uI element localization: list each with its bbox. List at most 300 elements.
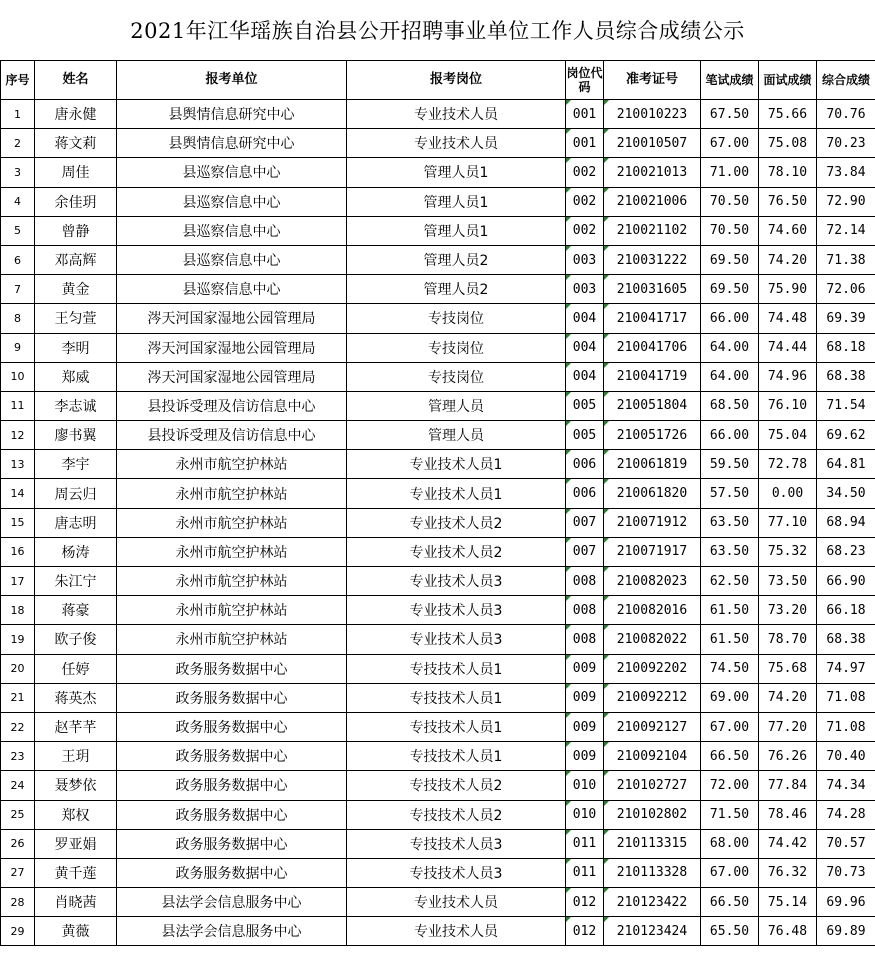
cell-code: 002 [566,158,604,187]
cell-code: 002 [566,216,604,245]
cell-written: 57.50 [701,479,759,508]
cell-code: 003 [566,245,604,274]
cell-name: 郑威 [35,362,117,391]
cell-written: 74.50 [701,654,759,683]
cell-written: 71.50 [701,800,759,829]
cell-code: 004 [566,362,604,391]
table-row [1,245,875,274]
cell-written: 67.00 [701,129,759,158]
cell-total: 68.94 [817,508,875,537]
cell-total: 70.76 [817,100,875,129]
cell-interview: 74.20 [759,245,817,274]
cell-unit: 永州市航空护林站 [117,625,347,654]
cell-unit: 涔天河国家湿地公园管理局 [117,333,347,362]
cell-ticket: 210031605 [604,275,701,304]
table-row [1,216,875,245]
cell-name: 邓高辉 [35,245,117,274]
cell-name: 王玥 [35,742,117,771]
cell-written: 64.00 [701,333,759,362]
cell-interview: 75.68 [759,654,817,683]
cell-written: 69.50 [701,245,759,274]
cell-idx: 9 [1,333,35,362]
cell-ticket: 210021013 [604,158,701,187]
cell-name: 唐志明 [35,508,117,537]
cell-post: 专技技术人员2 [347,771,566,800]
table-row [1,742,875,771]
cell-ticket: 210092104 [604,742,701,771]
cell-code: 006 [566,450,604,479]
header-code: 岗位代码 [566,61,604,100]
cell-code: 002 [566,187,604,216]
cell-written: 63.50 [701,537,759,566]
table-row [1,100,875,129]
cell-unit: 政务服务数据中心 [117,683,347,712]
cell-code: 005 [566,421,604,450]
cell-unit: 永州市航空护林站 [117,508,347,537]
table-row [1,800,875,829]
cell-unit: 县投诉受理及信访信息中心 [117,421,347,450]
cell-unit: 政务服务数据中心 [117,742,347,771]
cell-interview: 72.78 [759,450,817,479]
table-row [1,129,875,158]
cell-code: 009 [566,683,604,712]
cell-post: 管理人员 [347,421,566,450]
cell-name: 蒋英杰 [35,683,117,712]
cell-code: 001 [566,100,604,129]
cell-name: 黄薇 [35,917,117,946]
results-table [0,60,875,946]
cell-interview: 75.90 [759,275,817,304]
cell-name: 蒋豪 [35,596,117,625]
cell-code: 009 [566,742,604,771]
cell-total: 71.38 [817,245,875,274]
cell-interview: 75.66 [759,100,817,129]
cell-unit: 永州市航空护林站 [117,537,347,566]
cell-ticket: 210010507 [604,129,701,158]
cell-post: 专技岗位 [347,362,566,391]
cell-post: 专技技术人员1 [347,742,566,771]
cell-idx: 14 [1,479,35,508]
cell-name: 曾静 [35,216,117,245]
table-row [1,888,875,917]
cell-unit: 永州市航空护林站 [117,596,347,625]
table-row [1,508,875,537]
cell-post: 管理人员1 [347,187,566,216]
cell-ticket: 210041706 [604,333,701,362]
header-total: 综合成绩 [817,61,875,100]
cell-name: 欧子俊 [35,625,117,654]
cell-idx: 21 [1,683,35,712]
cell-total: 70.57 [817,829,875,858]
cell-idx: 17 [1,567,35,596]
cell-idx: 15 [1,508,35,537]
cell-post: 专技岗位 [347,333,566,362]
cell-name: 蒋文莉 [35,129,117,158]
table-row [1,712,875,741]
table-row [1,829,875,858]
cell-name: 余佳玥 [35,187,117,216]
cell-ticket: 210071917 [604,537,701,566]
cell-interview: 77.20 [759,712,817,741]
cell-written: 69.50 [701,275,759,304]
table-row [1,654,875,683]
cell-written: 65.50 [701,917,759,946]
cell-code: 005 [566,391,604,420]
cell-name: 赵芊芊 [35,712,117,741]
cell-post: 专业技术人员 [347,888,566,917]
cell-written: 63.50 [701,508,759,537]
cell-code: 012 [566,917,604,946]
cell-code: 008 [566,596,604,625]
cell-ticket: 210113328 [604,858,701,887]
cell-idx: 4 [1,187,35,216]
cell-ticket: 210021102 [604,216,701,245]
cell-ticket: 210041717 [604,304,701,333]
cell-code: 009 [566,654,604,683]
cell-total: 72.90 [817,187,875,216]
cell-idx: 20 [1,654,35,683]
table-row [1,391,875,420]
cell-post: 专业技术人员3 [347,625,566,654]
table-row [1,567,875,596]
cell-code: 008 [566,567,604,596]
cell-code: 004 [566,304,604,333]
cell-ticket: 210031222 [604,245,701,274]
cell-total: 66.18 [817,596,875,625]
cell-idx: 27 [1,858,35,887]
cell-unit: 县巡察信息中心 [117,275,347,304]
cell-unit: 永州市航空护林站 [117,450,347,479]
cell-total: 69.89 [817,917,875,946]
cell-idx: 2 [1,129,35,158]
cell-post: 专技技术人员1 [347,654,566,683]
cell-interview: 78.46 [759,800,817,829]
cell-written: 67.00 [701,712,759,741]
table-row [1,187,875,216]
cell-interview: 77.10 [759,508,817,537]
cell-code: 009 [566,712,604,741]
cell-written: 67.00 [701,858,759,887]
cell-ticket: 210061820 [604,479,701,508]
cell-idx: 5 [1,216,35,245]
cell-idx: 23 [1,742,35,771]
cell-interview: 74.60 [759,216,817,245]
table-row [1,362,875,391]
table-row [1,596,875,625]
cell-interview: 75.14 [759,888,817,917]
cell-unit: 政务服务数据中心 [117,771,347,800]
cell-written: 61.50 [701,596,759,625]
cell-post: 专业技术人员1 [347,479,566,508]
cell-interview: 78.70 [759,625,817,654]
cell-total: 74.34 [817,771,875,800]
cell-post: 专业技术人员 [347,100,566,129]
cell-idx: 22 [1,712,35,741]
cell-total: 70.40 [817,742,875,771]
cell-idx: 12 [1,421,35,450]
cell-written: 69.00 [701,683,759,712]
cell-interview: 73.50 [759,567,817,596]
cell-total: 70.23 [817,129,875,158]
cell-idx: 16 [1,537,35,566]
cell-interview: 78.10 [759,158,817,187]
cell-name: 李志诚 [35,391,117,420]
table-row [1,917,875,946]
cell-interview: 0.00 [759,479,817,508]
cell-interview: 75.04 [759,421,817,450]
cell-written: 66.50 [701,888,759,917]
cell-ticket: 210082022 [604,625,701,654]
cell-code: 007 [566,508,604,537]
cell-code: 010 [566,800,604,829]
header-name: 姓名 [35,61,117,100]
cell-code: 011 [566,858,604,887]
cell-interview: 76.26 [759,742,817,771]
cell-ticket: 210102727 [604,771,701,800]
cell-written: 64.00 [701,362,759,391]
cell-total: 71.08 [817,712,875,741]
cell-unit: 县舆情信息研究中心 [117,100,347,129]
cell-idx: 7 [1,275,35,304]
cell-idx: 8 [1,304,35,333]
cell-name: 王匀萱 [35,304,117,333]
page-title: 2021年江华瑶族自治县公开招聘事业单位工作人员综合成绩公示 [130,19,745,43]
cell-unit: 县巡察信息中心 [117,216,347,245]
cell-written: 68.00 [701,829,759,858]
table-row [1,333,875,362]
cell-interview: 73.20 [759,596,817,625]
cell-name: 聂梦依 [35,771,117,800]
cell-idx: 11 [1,391,35,420]
cell-ticket: 210092202 [604,654,701,683]
cell-written: 66.00 [701,421,759,450]
cell-name: 任婷 [35,654,117,683]
cell-name: 杨涛 [35,537,117,566]
cell-code: 006 [566,479,604,508]
cell-post: 管理人员 [347,391,566,420]
table-row [1,537,875,566]
cell-written: 66.00 [701,304,759,333]
cell-total: 72.06 [817,275,875,304]
cell-code: 012 [566,888,604,917]
cell-code: 004 [566,333,604,362]
cell-idx: 28 [1,888,35,917]
cell-total: 71.08 [817,683,875,712]
cell-total: 74.97 [817,654,875,683]
cell-code: 008 [566,625,604,654]
cell-name: 李宇 [35,450,117,479]
cell-interview: 75.32 [759,537,817,566]
cell-unit: 政务服务数据中心 [117,800,347,829]
cell-ticket: 210082023 [604,567,701,596]
cell-written: 72.00 [701,771,759,800]
cell-name: 朱江宁 [35,567,117,596]
cell-unit: 永州市航空护林站 [117,567,347,596]
cell-interview: 74.42 [759,829,817,858]
cell-post: 专业技术人员3 [347,567,566,596]
cell-name: 黄千莲 [35,858,117,887]
cell-idx: 19 [1,625,35,654]
cell-unit: 政务服务数据中心 [117,858,347,887]
cell-written: 59.50 [701,450,759,479]
cell-idx: 3 [1,158,35,187]
cell-written: 70.50 [701,216,759,245]
cell-ticket: 210113315 [604,829,701,858]
cell-code: 011 [566,829,604,858]
cell-ticket: 210021006 [604,187,701,216]
header-unit: 报考单位 [117,61,347,100]
header-ticket: 准考证号 [604,61,701,100]
table-row [1,479,875,508]
table-row [1,158,875,187]
cell-name: 李明 [35,333,117,362]
cell-post: 管理人员1 [347,158,566,187]
cell-code: 001 [566,129,604,158]
table-row [1,304,875,333]
table-header-row [1,61,875,100]
cell-total: 69.39 [817,304,875,333]
cell-written: 71.00 [701,158,759,187]
table-row [1,275,875,304]
table-row [1,858,875,887]
cell-total: 73.84 [817,158,875,187]
cell-ticket: 210061819 [604,450,701,479]
cell-total: 74.28 [817,800,875,829]
cell-idx: 13 [1,450,35,479]
cell-ticket: 210092127 [604,712,701,741]
header-interview: 面试成绩 [759,61,817,100]
cell-ticket: 210123424 [604,917,701,946]
cell-code: 007 [566,537,604,566]
cell-written: 70.50 [701,187,759,216]
cell-total: 34.50 [817,479,875,508]
cell-post: 专业技术人员2 [347,537,566,566]
cell-name: 唐永健 [35,100,117,129]
cell-interview: 76.32 [759,858,817,887]
cell-total: 71.54 [817,391,875,420]
cell-unit: 县法学会信息服务中心 [117,917,347,946]
cell-total: 70.73 [817,858,875,887]
table-row [1,450,875,479]
table-row [1,771,875,800]
cell-unit: 县舆情信息研究中心 [117,129,347,158]
cell-post: 专技岗位 [347,304,566,333]
cell-post: 管理人员2 [347,275,566,304]
cell-unit: 县法学会信息服务中心 [117,888,347,917]
cell-idx: 24 [1,771,35,800]
header-idx: 序号 [1,61,35,100]
cell-total: 72.14 [817,216,875,245]
cell-unit: 县巡察信息中心 [117,187,347,216]
cell-ticket: 210092212 [604,683,701,712]
cell-total: 66.90 [817,567,875,596]
cell-unit: 涔天河国家湿地公园管理局 [117,304,347,333]
cell-interview: 77.84 [759,771,817,800]
cell-total: 68.23 [817,537,875,566]
cell-ticket: 210051804 [604,391,701,420]
cell-unit: 县投诉受理及信访信息中心 [117,391,347,420]
table-row [1,421,875,450]
cell-interview: 74.20 [759,683,817,712]
table-row [1,683,875,712]
cell-interview: 74.96 [759,362,817,391]
cell-written: 68.50 [701,391,759,420]
cell-code: 010 [566,771,604,800]
cell-name: 黄金 [35,275,117,304]
cell-name: 廖书翼 [35,421,117,450]
cell-ticket: 210102802 [604,800,701,829]
cell-idx: 18 [1,596,35,625]
cell-total: 64.81 [817,450,875,479]
cell-interview: 75.08 [759,129,817,158]
cell-name: 罗亚娟 [35,829,117,858]
cell-post: 管理人员2 [347,245,566,274]
cell-written: 62.50 [701,567,759,596]
cell-idx: 1 [1,100,35,129]
cell-idx: 25 [1,800,35,829]
cell-name: 郑权 [35,800,117,829]
cell-unit: 政务服务数据中心 [117,829,347,858]
cell-total: 68.18 [817,333,875,362]
cell-post: 专技技术人员1 [347,712,566,741]
cell-post: 专技技术人员1 [347,683,566,712]
cell-interview: 76.48 [759,917,817,946]
cell-idx: 29 [1,917,35,946]
cell-unit: 政务服务数据中心 [117,712,347,741]
cell-code: 003 [566,275,604,304]
cell-written: 66.50 [701,742,759,771]
cell-interview: 74.48 [759,304,817,333]
cell-total: 69.62 [817,421,875,450]
cell-ticket: 210051726 [604,421,701,450]
cell-idx: 10 [1,362,35,391]
cell-name: 肖晓茜 [35,888,117,917]
cell-ticket: 210041719 [604,362,701,391]
cell-interview: 74.44 [759,333,817,362]
cell-unit: 县巡察信息中心 [117,245,347,274]
header-written: 笔试成绩 [701,61,759,100]
cell-post: 专技技术人员3 [347,829,566,858]
cell-post: 专业技术人员2 [347,508,566,537]
cell-post: 管理人员1 [347,216,566,245]
cell-unit: 永州市航空护林站 [117,479,347,508]
cell-ticket: 210123422 [604,888,701,917]
cell-idx: 6 [1,245,35,274]
table-row [1,625,875,654]
cell-unit: 政务服务数据中心 [117,654,347,683]
cell-ticket: 210071912 [604,508,701,537]
cell-unit: 县巡察信息中心 [117,158,347,187]
cell-interview: 76.10 [759,391,817,420]
cell-interview: 76.50 [759,187,817,216]
cell-written: 61.50 [701,625,759,654]
cell-written: 67.50 [701,100,759,129]
cell-unit: 涔天河国家湿地公园管理局 [117,362,347,391]
cell-post: 专业技术人员 [347,917,566,946]
cell-post: 专业技术人员1 [347,450,566,479]
cell-ticket: 210082016 [604,596,701,625]
cell-total: 69.96 [817,888,875,917]
cell-name: 周佳 [35,158,117,187]
cell-post: 专业技术人员 [347,129,566,158]
cell-post: 专业技术人员3 [347,596,566,625]
cell-post: 专技技术人员3 [347,858,566,887]
cell-total: 68.38 [817,362,875,391]
header-post: 报考岗位 [347,61,566,100]
cell-post: 专技技术人员2 [347,800,566,829]
cell-idx: 26 [1,829,35,858]
cell-total: 68.38 [817,625,875,654]
